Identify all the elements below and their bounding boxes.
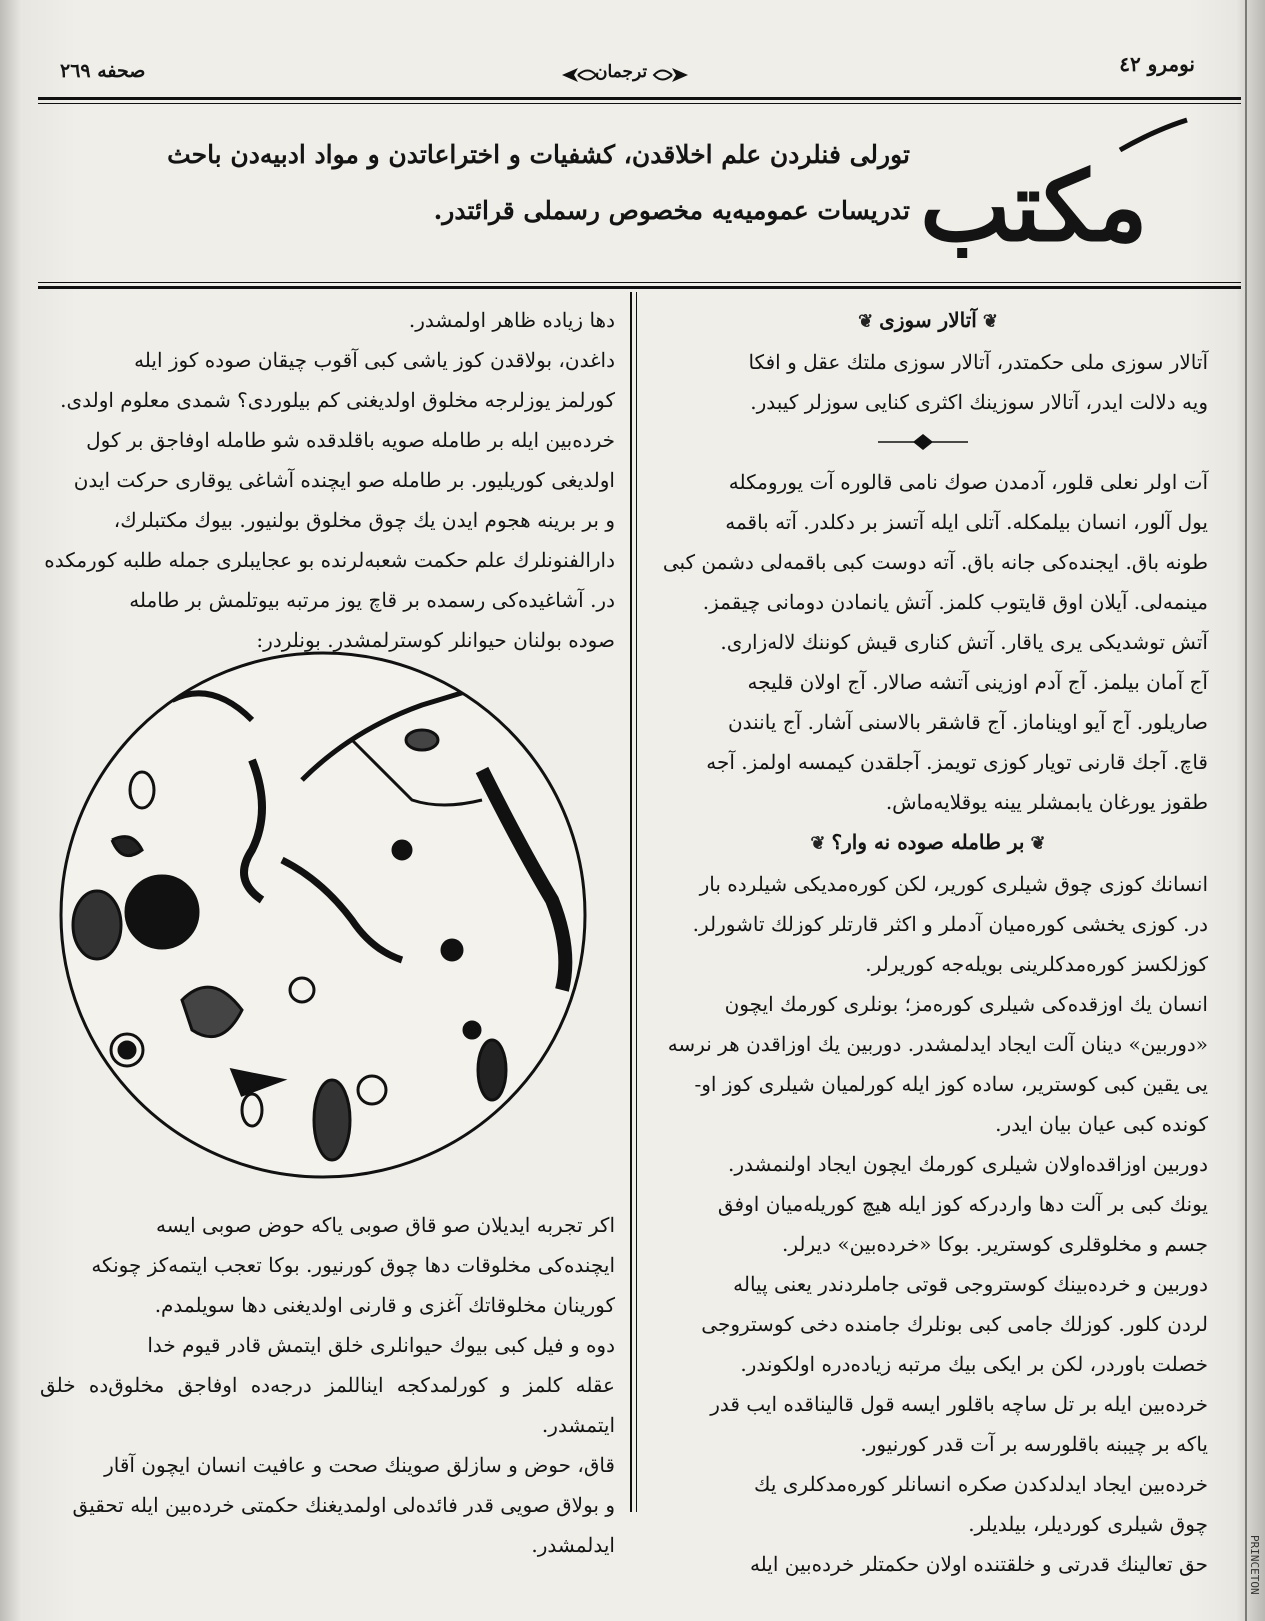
- header-rule: [38, 97, 1241, 100]
- left-column-top: [40, 300, 615, 660]
- text-line: كونده كبی عیان بیان ایدر.: [995, 1112, 1208, 1136]
- text-line: دوربین و خرده‌بینك كوستروجی قوتی جاملردندر یعنی پیاله: [733, 1272, 1208, 1296]
- text-line: آتالار سوزی ملی حكمتدر، آتالار سوزی ملتك عقل و افكا: [748, 350, 1208, 374]
- header-rule-thin: [38, 103, 1241, 104]
- page-edge-line: [1245, 0, 1247, 1621]
- masthead-subtitle-2: تدریسات عمومیه‌یه مخصوص رسملی قرائتدر.: [433, 196, 910, 225]
- page-number: صحفه ٢٦٩: [60, 60, 146, 82]
- masthead-flourish-icon: [925, 110, 1215, 280]
- masthead-title: مكتب: [920, 150, 1148, 263]
- text-line: دارالفنونلرك علم حكمت شعبه‌لرنده بو عجایبلری جمله طلبه كورمكده: [44, 548, 615, 572]
- text-line: قاچ. آجك قارنی تویار كوزی تویمز. آجلقدن كیمسه اولمز. آجه: [706, 750, 1208, 774]
- left-column-bottom: [40, 1205, 615, 1565]
- text-line: صاریلور. آج آیو اویناماز. آج قاشقر بالاسنی آشار. آج یانندن: [727, 710, 1208, 734]
- text-line: یی یقین كبی كوستریر، ساده كوز ایله كورلمیان شیلری كوز او-: [694, 1072, 1208, 1096]
- section-separator: [648, 422, 1208, 462]
- scan-edge-right: [1235, 0, 1265, 1621]
- text-line: عقله كلمز و كورلمدكجه ایناللمز درجه‌ده اوفاجق مخلوق‌ده خلق ایتمشدر.: [40, 1373, 615, 1437]
- leaf-ornament-icon: ❦: [810, 833, 826, 854]
- section-title: آتالار سوزی: [879, 308, 977, 332]
- diamond-separator-icon: [878, 434, 968, 450]
- text-line: ایدلمشدر.: [531, 1533, 615, 1557]
- subsection-heading: [648, 822, 1208, 864]
- text-line: دها زیاده ظاهر اولمشدر.: [408, 308, 615, 332]
- microscope-water-drop-illustration: [52, 650, 594, 1180]
- masthead-rule-thin: [38, 282, 1241, 283]
- text-line: و بولاق صویی قدر فائده‌لی اولمدیغنك حكمتی خرده‌بین ایله تحقیق: [72, 1493, 615, 1517]
- text-line: یونك كبی بر آلت دها واردركه كوز ایله هیچ كوریله‌میان اوفق: [717, 1192, 1208, 1216]
- text-line: چوق شیلری كوردیلر، بیلدیلر.: [968, 1512, 1208, 1536]
- text-line: در. آشاغیده‌كی رسمده بر قاچ یوز مرتبه بیوتلمش بر طامله: [129, 588, 615, 612]
- text-line: مینمه‌لی. آیلان اوق قایتوب كلمز. آتش یانمادن دومانی چیقمز.: [702, 590, 1208, 614]
- text-line: «دوربین» دینان آلت ایجاد ایدلمشدر. دوربین یك اوزاقدن هر نرسه: [667, 1032, 1208, 1056]
- right-column: [648, 300, 1208, 1584]
- text-line: جسم و مخلوقلری كوستریر. بوكا «خرده‌بین» دیرلر.: [782, 1232, 1208, 1256]
- publication-name: ترجمان: [595, 62, 648, 82]
- intro-paragraph: [648, 342, 1208, 422]
- text-line: ویه دلالت ایدر، آتالار سوزینك اكثری كنایی سوزلر كیبدر.: [750, 390, 1208, 414]
- text-line: لردن كلور. كوزلك جامی كبی بونلرك جامنده دخی كوستروجی: [701, 1312, 1208, 1336]
- text-line: طقوز یورغان یابمشلر یینه یوقلایه‌ماش.: [885, 790, 1208, 814]
- text-line: كورینان مخلوقاتك آغزی و قارنی اولدیغنی دها سویلمدم.: [154, 1293, 615, 1317]
- leaf-ornament-icon: ❦: [1030, 833, 1046, 854]
- text-line: یول آلور، انسان بیلمكله. آتلی ایله آتسز بر دكلدر. آته باقمه: [725, 510, 1208, 534]
- text-line: داغدن، بولاقدن كوز یاشی كبی آقوب چیقان صوده كوز ایله: [134, 348, 615, 372]
- text-line: كورلمز یوزلرجه مخلوق اولدیغنی كم بیلوردی؟ شمدی معلوم اولدی.: [60, 388, 615, 412]
- text-line: در. كوزی یخشی كوره‌میان آدملر و اكثر قارتلر كوزلك تاشورلر.: [692, 912, 1208, 936]
- leaf-ornament-icon: ❦: [858, 311, 874, 332]
- issue-number: نومرو ٤٢: [1119, 52, 1195, 76]
- text-line: دوه و فیل كبی بیوك حیوانلری خلق ایتمش قادر قیوم خدا: [147, 1333, 615, 1357]
- masthead-subtitle-1: تورلی فنلردن علم اخلاقدن، كشفیات و اختراعاتدن و مواد ادبیه‌دن باحث: [167, 140, 910, 169]
- proverbs-paragraph: [648, 462, 1208, 822]
- text-line: آت اولر نعلی قلور، آدمدن صوك نامی قالوره آت یورومكله: [728, 470, 1208, 494]
- text-line: قاق، حوض و سازلق صوینك صحت و عافیت انسان ایچون آقار: [104, 1453, 615, 1477]
- text-line: صوده بولنان حیوانلر كوسترلمشدر. بونلردر:: [256, 628, 615, 652]
- text-line: یاكه بر چیبنه باقلورسه بر آت قدر كورنیور.: [860, 1432, 1208, 1456]
- text-line: كوزلكسز كوره‌مدكلرینی بویله‌جه كوریرلر.: [865, 952, 1208, 976]
- subsection-title: بر طامله صوده نه وار؟: [831, 830, 1025, 854]
- text-line: آتش توشدیكی یری یاقار. آتش كناری قیش كوننك لاله‌زاری.: [720, 630, 1208, 654]
- text-line: طونه باق. ایجنده‌كی جانه باق. آته دوست كبی باقمه‌لی دشمن كبی: [662, 550, 1208, 574]
- text-line: خرده‌بین ایله بر طامله صویه باقلدقده شو طامله اوفاجق بر كول: [86, 428, 615, 452]
- text-line: ایچنده‌كی مخلوقات دها چوق كورنیور. بوكا تعجب ایتمه‌كز چونكه: [91, 1253, 615, 1277]
- text-line: آج آمان بیلمز. آج آدم اوزینی آتشه صالار. آج اولان قلیجه: [747, 670, 1208, 694]
- text-line: اكر تجربه ایدیلان صو قاق صوبی یاكه حوض صوبی ایسه: [156, 1213, 615, 1237]
- text-line: خرده‌بین ایجاد ایدلدكدن صكره انسانلر كوره‌مدكلری یك: [754, 1472, 1208, 1496]
- text-line: خرده‌بین ایله بر تل ساچه باقلور ایسه قول قالیناقده ایب قدر: [710, 1392, 1208, 1416]
- text-line: حق تعالینك قدرتی و خلقتنده اولان حكمتلر خرده‌بین ایله: [749, 1552, 1208, 1576]
- text-line: اولدیغی كوریلیور. بر طامله صو ایچنده آشاغی یوقاری حركت ایدن: [73, 468, 615, 492]
- article-body: [648, 864, 1208, 1584]
- column-divider-thin: [636, 292, 637, 1512]
- text-line: و بر برینه هجوم ایدن یك چوق مخلوق بولنیور. بیوك مكتبلرك،: [113, 508, 615, 532]
- text-line: انسان یك اوزقده‌كی شیلری كوره‌مز؛ بونلری كورمك ایچون: [724, 992, 1208, 1016]
- text-line: خصلت باوردر، لكن بر ایكی بیك مرتبه زیاده‌دره اولكوندر.: [740, 1352, 1208, 1376]
- masthead-rule: [38, 286, 1241, 289]
- scan-edge-left: [0, 0, 22, 1621]
- library-stamp: PRINCETON: [1248, 1535, 1261, 1595]
- column-divider: [630, 292, 632, 1512]
- text-line: دوربین اوزاقده‌اولان شیلری كورمك ایچون ایجاد اولنمشدر.: [728, 1152, 1208, 1176]
- leaf-ornament-icon: ❦: [982, 311, 998, 332]
- text-line: انسانك كوزی چوق شیلری كوریر، لكن كوره‌مدیكی شیلرده بار: [699, 872, 1208, 896]
- section-heading: [648, 300, 1208, 342]
